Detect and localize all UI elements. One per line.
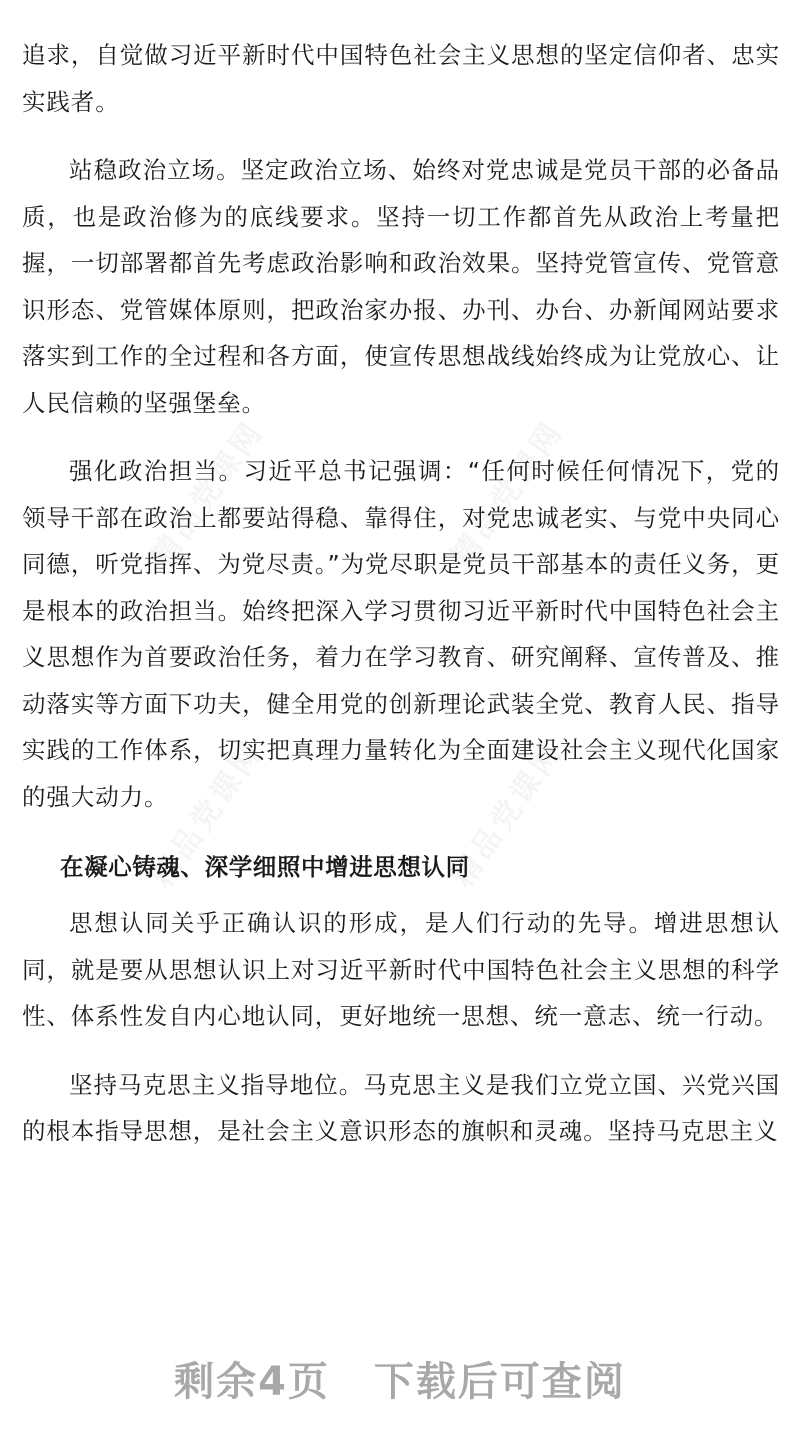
download-prompt[interactable] <box>0 1350 800 1407</box>
download-to-view-label: 下载后可查阅 <box>373 1359 626 1405</box>
paragraph: 坚持马克思主义指导地位。马克思主义是我们立党立国、兴党兴国的根本指导思想，是社会主义意识形态的旗帜和灵魂。坚持马克思主义 <box>22 1070 780 1145</box>
paragraph: 追求，自觉做习近平新时代中国特色社会主义思想的坚定信仰者、忠实实践者。 <box>22 41 780 116</box>
section-heading: 在凝心铸魂、深学细照中增进思想认同 <box>60 853 470 881</box>
paragraph: 强化政治担当。习近平总书记强调：“任何时候任何情况下，党的领导干部在政治上都要站得稳、靠得住，对党忠诚老实、与党中央同心同德，听党指挥、为党尽责。”为党尽职是党员干部基本的责任义务，更是根本的政治担当。始终把深入学习贯彻习近平新时代中国特色社会主义思想作为首要政治任务，着力在学习教育、研究阐释、宣传普及、推动落实等方面下功夫，健全用党的创新理论武装全党、教育人民、指导实践的工作体系，切实把真理力量转化为全面建设社会主义现代化国家的强大动力。 <box>22 457 780 811</box>
paragraph: 站稳政治立场。坚定政治立场、始终对党忠诚是党员干部的必备品质，也是政治修为的底线要求。坚持一切工作都首先从政治上考量把握，一切部署都首先考虑政治影响和政治效果。坚持党管宣传、党管意识形态、党管媒体原则，把政治家办报、办刊、办台、办新闻网站要求落实到工作的全过程和各方面，使宣传思想战线始终成为让党放心、让人民信赖的坚强堡垒。 <box>22 156 780 417</box>
remaining-pages-label: 剩余4页 <box>174 1359 330 1405</box>
paragraph: 思想认同关乎正确认识的形成，是人们行动的先导。增进思想认同，就是要从思想认识上对习近平新时代中国特色社会主义思想的科学性、体系性发自内心地认同，更好地统一思想、统一意志、统一行动。 <box>22 909 780 1030</box>
document-body <box>22 32 780 1177</box>
